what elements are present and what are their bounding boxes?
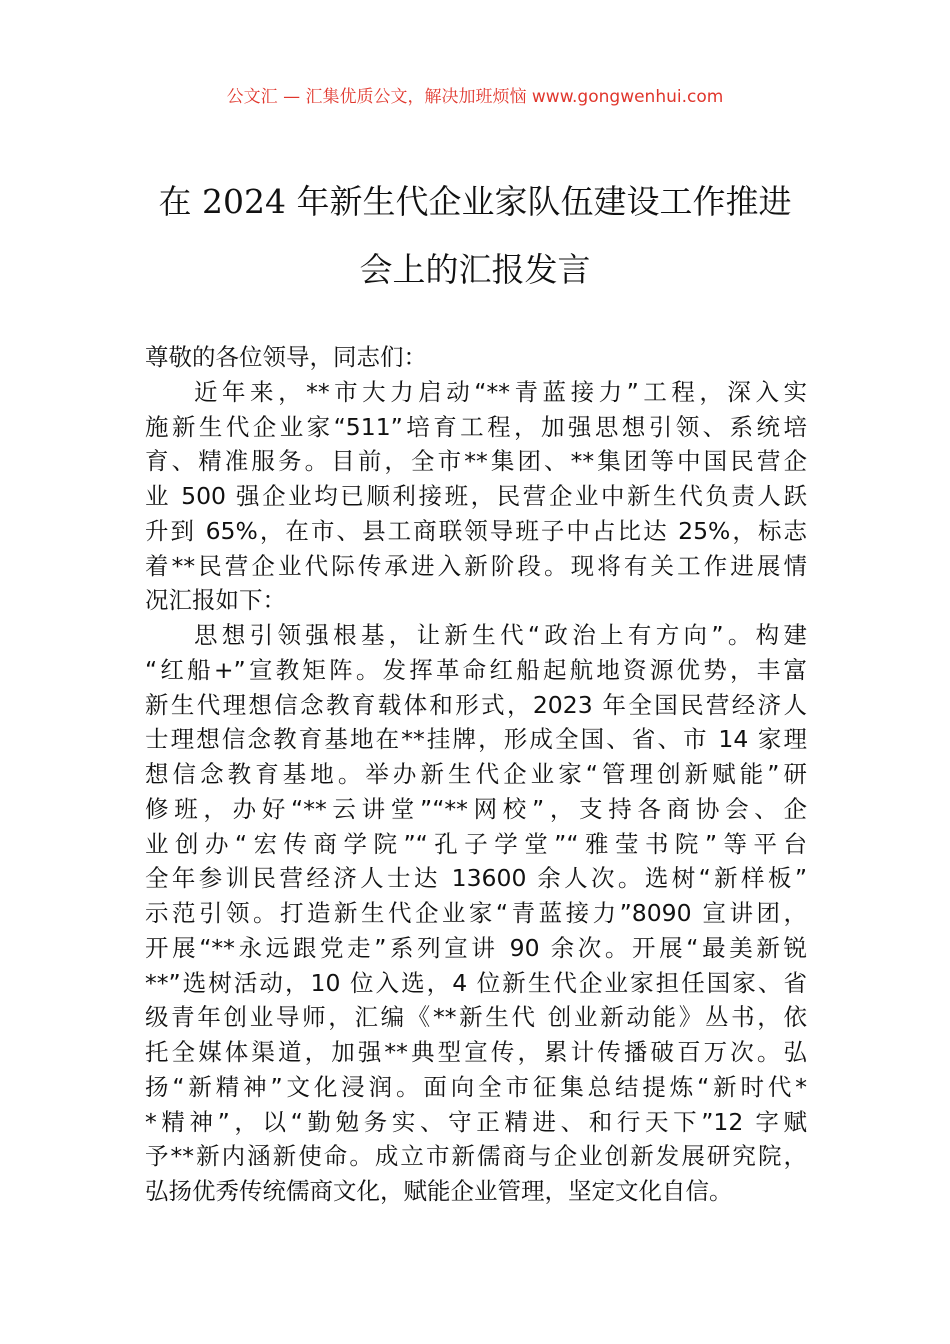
document-body (145, 340, 807, 1209)
text-line: 级青年创业导师，汇编《**新生代 创业新动能》丛书，依 (145, 1003, 807, 1032)
text-line: 修班，办好“**云讲堂”“**网校”，支持各商协会、企 (145, 794, 807, 823)
text-line: 着**民营企业代际传承进入新阶段。现将有关工作进展情 (145, 551, 807, 580)
text-line: 新生代理想信念教育载体和形式，2023 年全国民营经济人 (145, 690, 807, 719)
text-line: 尊敬的各位领导，同志们： (145, 343, 427, 371)
text-line: *精神”，以“勤勉务实、守正精进、和行天下”12 字赋 (145, 1107, 807, 1136)
text-line: 想信念教育基地。举办新生代企业家“管理创新赋能”研 (145, 760, 807, 788)
document-title-line-1: 在 2024 年新生代企业家队伍建设工作推进 (158, 182, 792, 221)
text-line: 士理想信念教育基地在**挂牌，形成全国、省、市 14 家理 (145, 725, 807, 754)
paragraph (145, 375, 807, 618)
paragraph (145, 618, 807, 1209)
text-line: 托全媒体渠道，加强**典型宣传，累计传播破百万次。弘 (145, 1038, 807, 1066)
document-title-line-2: 会上的汇报发言 (359, 250, 591, 289)
text-line: 全年参训民营经济人士达 13600 余人次。选树“新样板” (145, 864, 807, 893)
text-line: 业 500 强企业均已顺利接班，民营企业中新生代负责人跃 (145, 482, 807, 510)
watermark-header: 公文汇 — 汇集优质公文，解决加班烦恼 www.gongwenhui.com (226, 87, 724, 107)
salutation (145, 340, 807, 375)
text-line: 况汇报如下： (145, 586, 286, 615)
text-line: 开展“**永远跟党走”系列宣讲 90 余次。开展“最美新锐 (145, 933, 807, 962)
text-line: 近年来，**市大力启动“**青蓝接力”工程，深入实 (194, 377, 807, 406)
text-line: 升到 65%，在市、县工商联领导班子中占比达 25%，标志 (145, 516, 807, 545)
text-line: 示范引领。打造新生代企业家“青蓝接力”8090 宣讲团， (145, 899, 807, 927)
text-line: **”选树活动，10 位入选，4 位新生代企业家担任国家、省 (145, 968, 807, 997)
text-line: 扬“新精神”文化浸润。面向全市征集总结提炼“新时代* (145, 1072, 807, 1101)
text-line: 业创办“宏传商学院”“孔子学堂”“雅莹书院”等平台 (145, 829, 807, 858)
text-line: 施新生代企业家“511”培育工程，加强思想引领、系统培 (145, 412, 807, 441)
text-line: “红船+”宣教矩阵。发挥革命红船起航地资源优势，丰富 (145, 655, 807, 684)
text-line: 弘扬优秀传统儒商文化，赋能企业管理，坚定文化自信。 (145, 1177, 733, 1205)
text-line: 思想引领强根基，让新生代“政治上有方向”。构建 (194, 621, 807, 649)
text-line: 育、精准服务。目前，全市**集团、**集团等中国民营企 (145, 447, 807, 476)
text-line: 予**新内涵新使命。成立市新儒商与企业创新发展研究院， (145, 1142, 807, 1171)
